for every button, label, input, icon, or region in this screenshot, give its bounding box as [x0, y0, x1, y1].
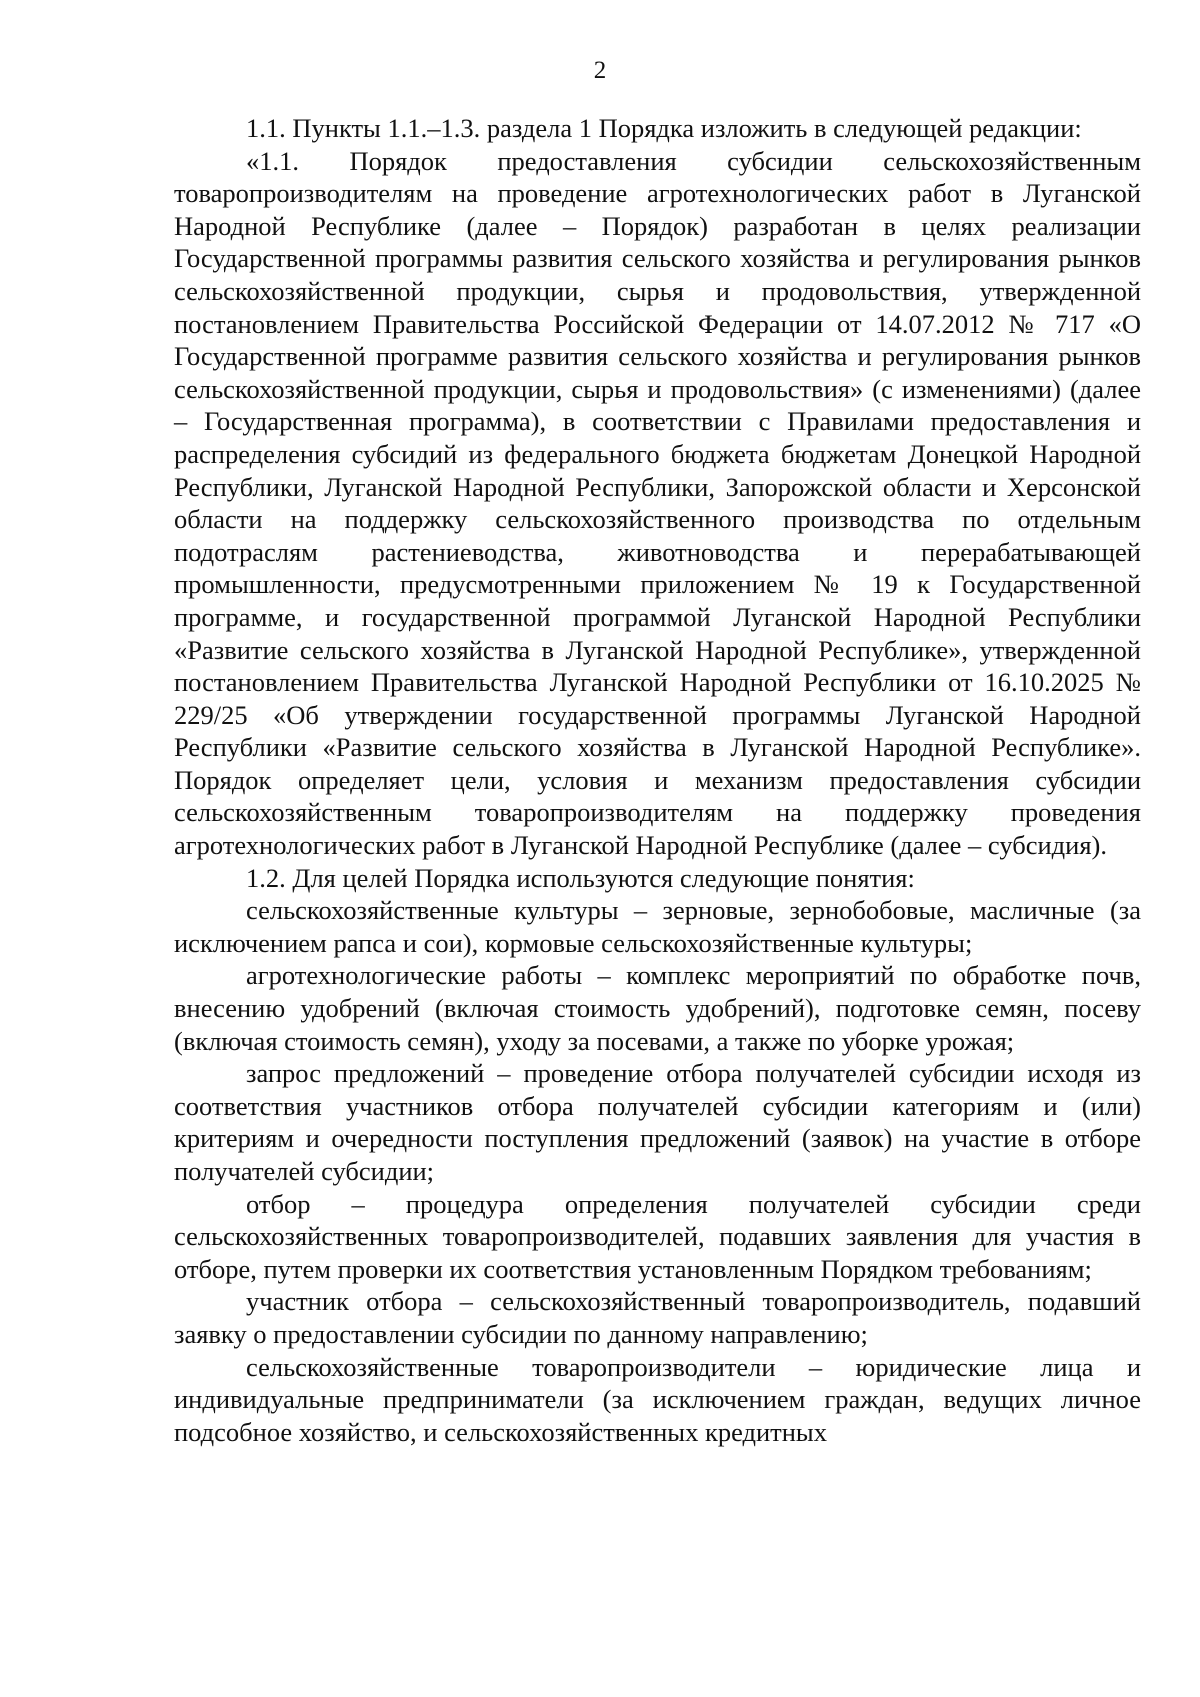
definition-crops: сельскохозяйственные культуры – зерновые, зернобобовые, масличные (за исключением рапса и сои), кормовые сельскохозяйственные культуры; — [174, 895, 1141, 958]
page-number: 2 — [593, 57, 607, 84]
definition-request-for-proposals: запрос предложений – проведение отбора получателей субсидии исходя из соответствия участников отбора получателей субсидии категориям и (или) критериям и очередности поступления предложений (заявок) на участие в отборе получателей субсидии; — [174, 1058, 1141, 1186]
definition-agrotechnological-works: агротехнологические работы – комплекс мероприятий по обработке почв, внесению удобрений (включая стоимость удобрений), подготовке семян, посеву (включая стоимость семян), уходу за посевами, а также по уборке урожая; — [174, 960, 1141, 1056]
document-body — [174, 112, 1141, 1448]
paragraph-1-1: «1.1. Порядок предоставления субсидии сельскохозяйственным товаропроизводителям на проведение агротехнологических работ в Луганской Народной Республике (далее – Порядок) разработан в целях реализации Государственной программы развития сельского хозяйства и регулирования рынков сельскохозяйственной продукции, сырья и продовольствия, утвержденной постановлением Правительства Российской Федерации от 14.07.2012 № 717 «О Государственной программе развития сельского хозяйства и регулирования рынков сельскохозяйственной продукции, сырья и продовольствия» (с изменениями) (далее – Государственная программа), в соответствии с Правилами предоставления и распределения субсидий из федерального бюджета бюджетам Донецкой Народной Республики, Луганской Народной Республики, Запорожской области и Херсонской области на поддержку сельскохозяйственного производства по отдельным подотраслям растениеводства, животноводства и перерабатывающей промышленности, предусмотренными приложением № 19 к Государственной программе, и государственной программой Луганской Народной Республики «Развитие сельского хозяйства в Луганской Народной Республике», утвержденной постановлением Правительства Луганской Народной Республики от 16.10.2025 № 229/25 «Об утверждении государственной программы Луганской Народной Республики «Развитие сельского хозяйства в Луганской Народной Республике». Порядок определяет цели, условия и механизм предоставления субсидии сельскохозяйственным товаропроизводителям на поддержку проведения агротехнологических работ в Луганской Народной Республике (далее – субсидия). — [174, 145, 1141, 861]
paragraph-amendment-intro: 1.1. Пункты 1.1.–1.3. раздела 1 Порядка изложить в следующей редакции: — [246, 113, 1082, 143]
definition-selection-participant: участник отбора – сельскохозяйственный товаропроизводитель, подавший заявку о предоставлении субсидии по данному направлению; — [174, 1286, 1141, 1349]
definition-selection: отбор – процедура определения получателей субсидии среди сельскохозяйственных товаропроизводителей, подавших заявления для участия в отборе, путем проверки их соответствия установленным Порядком требованиям; — [174, 1188, 1141, 1284]
paragraph-1-2: 1.2. Для целей Порядка используются следующие понятия: — [246, 862, 915, 893]
definition-agricultural-producers: сельскохозяйственные товаропроизводители – юридические лица и индивидуальные предприниматели (за исключением граждан, ведущих личное подсобное хозяйство, и сельскохозяйственных кредитных — [174, 1351, 1141, 1447]
